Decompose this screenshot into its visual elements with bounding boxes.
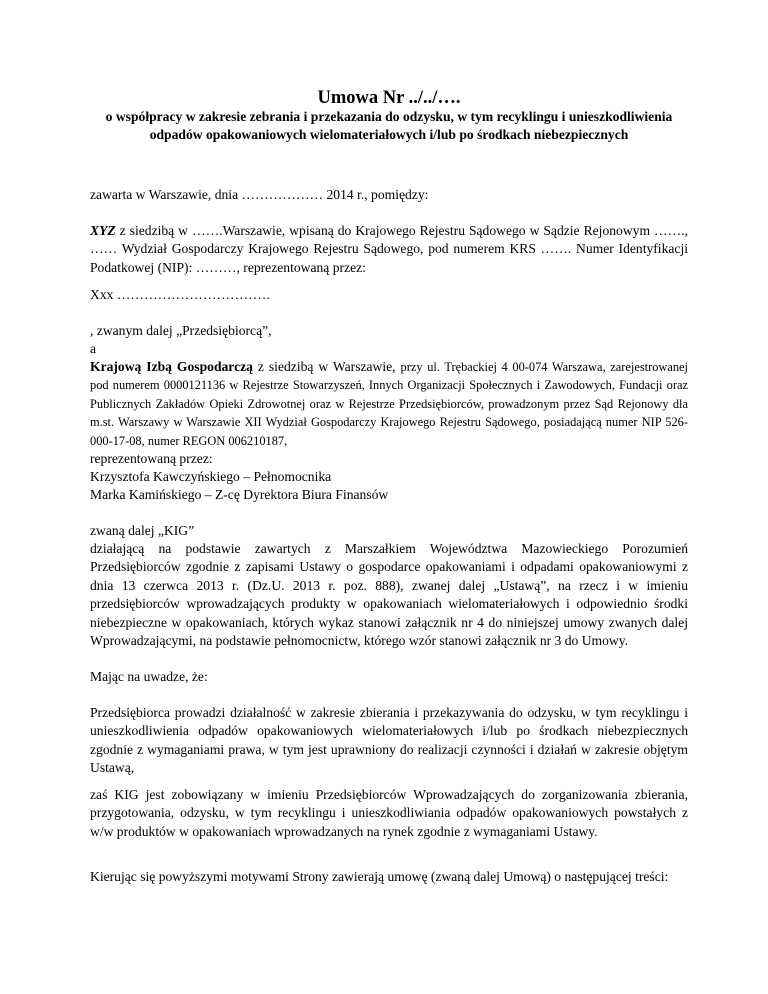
document-subtitle: o współpracy w zakresie zebrania i przekazania do odzysku, w tym recyklingu i unieszkodliwienia odpadów opakowaniowych wielomateriałowych i/lub po środkach niebezpiecznych bbox=[105, 109, 673, 142]
whereas2-paragraph: zaś KIG jest zobowiązany w imieniu Przedsiębiorców Wprowadzających do zorganizowania zbierania, przygotowania, odzysku, w tym recyklingu i unieszkodliwiania odpadów opakowaniowych powstałych z w/w produktów w opakowaniach wprowadzanych na rynek zgodnie z wymaganiami Ustawy. bbox=[90, 787, 688, 839]
document-title: Umowa Nr ../../…. bbox=[317, 88, 461, 108]
whereas1-paragraph: Przedsiębiorca prowadzi działalność w zakresie zbierania i przekazywania do odzysku, w tym recyklingu i unieszkodliwienia odpadów opakowaniowych wielomateriałowych i/lub po środkach niebezpiecznych zgodnie z wymaganiami prawa, w tym jest uprawniony do realizacji czynności i działań w zakresie objętym Ustawą, bbox=[90, 705, 688, 776]
rep2-line: Marka Kamińskiego – Z-cę Dyrektora Biura Finansów bbox=[90, 487, 389, 502]
closing-paragraph: Kierując się powyższymi motywami Strony zawierają umowę (zwaną dalej Umową) o następującej treści: bbox=[90, 869, 669, 884]
rep1-line: Krzysztofa Kawczyńskiego – Pełnomocnika bbox=[90, 469, 332, 484]
party2-text: przy ul. Trębackiej 4 00-074 Warszawa, zarejestrowanej pod numerem 0000121136 w Rejestrze Stowarzyszeń, Innych Organizacji Społecznych i Zawodowych, Fundacji oraz Publicznych Zakładów Opieki Zdrowotnej oraz w Rejestrze Przedsiębiorców, prowadzonym przez Sąd Rejonowy dla m.st. Warszawy w Warszawie XII Wydział Gospodarczy Krajowego Rejestru Sądowego, posiadającą numer NIP 526-000-17-08, numer REGON 006210187, bbox=[90, 360, 688, 448]
called-prz-line: , zwanym dalej „Przedsiębiorcą”, bbox=[90, 323, 272, 338]
party1-text: z siedzibą w …….Warszawie, wpisaną do Krajowego Rejestru Sądowego w Sądzie Rejonowym ……., …… Wydział Gospodarczy Krajowego Rejestru Sądowego, pod numerem KRS ……. Numer Identyfikacji Podatkowej (NIP): ………, reprezentowaną przez: bbox=[90, 223, 688, 275]
party1-paragraph bbox=[90, 222, 688, 277]
rep-label: reprezentowaną przez: bbox=[90, 451, 213, 466]
party2-lead: z siedzibą w Warszawie, bbox=[252, 359, 401, 374]
party2-name: Krajową Izbą Gospodarczą bbox=[90, 359, 253, 374]
called-kig-line: zwaną dalej „KIG” bbox=[90, 523, 195, 538]
intro-paragraph: zawarta w Warszawie, dnia ……………… 2014 r., pomiędzy: bbox=[90, 187, 429, 202]
party2-paragraph bbox=[90, 358, 688, 450]
representative-line: Xxx ……………………………. bbox=[90, 287, 270, 302]
conjunction-line: a bbox=[90, 341, 97, 356]
whereas-line: Mając na uwadze, że: bbox=[90, 669, 208, 684]
party1-name: XYZ bbox=[90, 223, 116, 238]
acting-paragraph: działającą na podstawie zawartych z Marszałkiem Województwa Mazowieckiego Porozumień Przedsiębiorców zgodnie z zapisami Ustawy o gospodarce opakowaniami i odpadami opakowaniowymi z dnia 13 czerwca 2013 r. (Dz.U. 2013 r. poz. 888), zwanej dalej „Ustawą”, na rzecz i w imieniu przedsiębiorców wprowadzających produkty w opakowaniach wielomateriałowych i odpowiednio środki niebezpieczne w opakowaniach, których wykaz stanowi załącznik nr 4 do niniejszej umowy zwanych dalej Wprowadzającymi, na podstawie pełnomocnictw, którego wzór stanowi załącznik nr 3 do Umowy. bbox=[90, 541, 688, 649]
